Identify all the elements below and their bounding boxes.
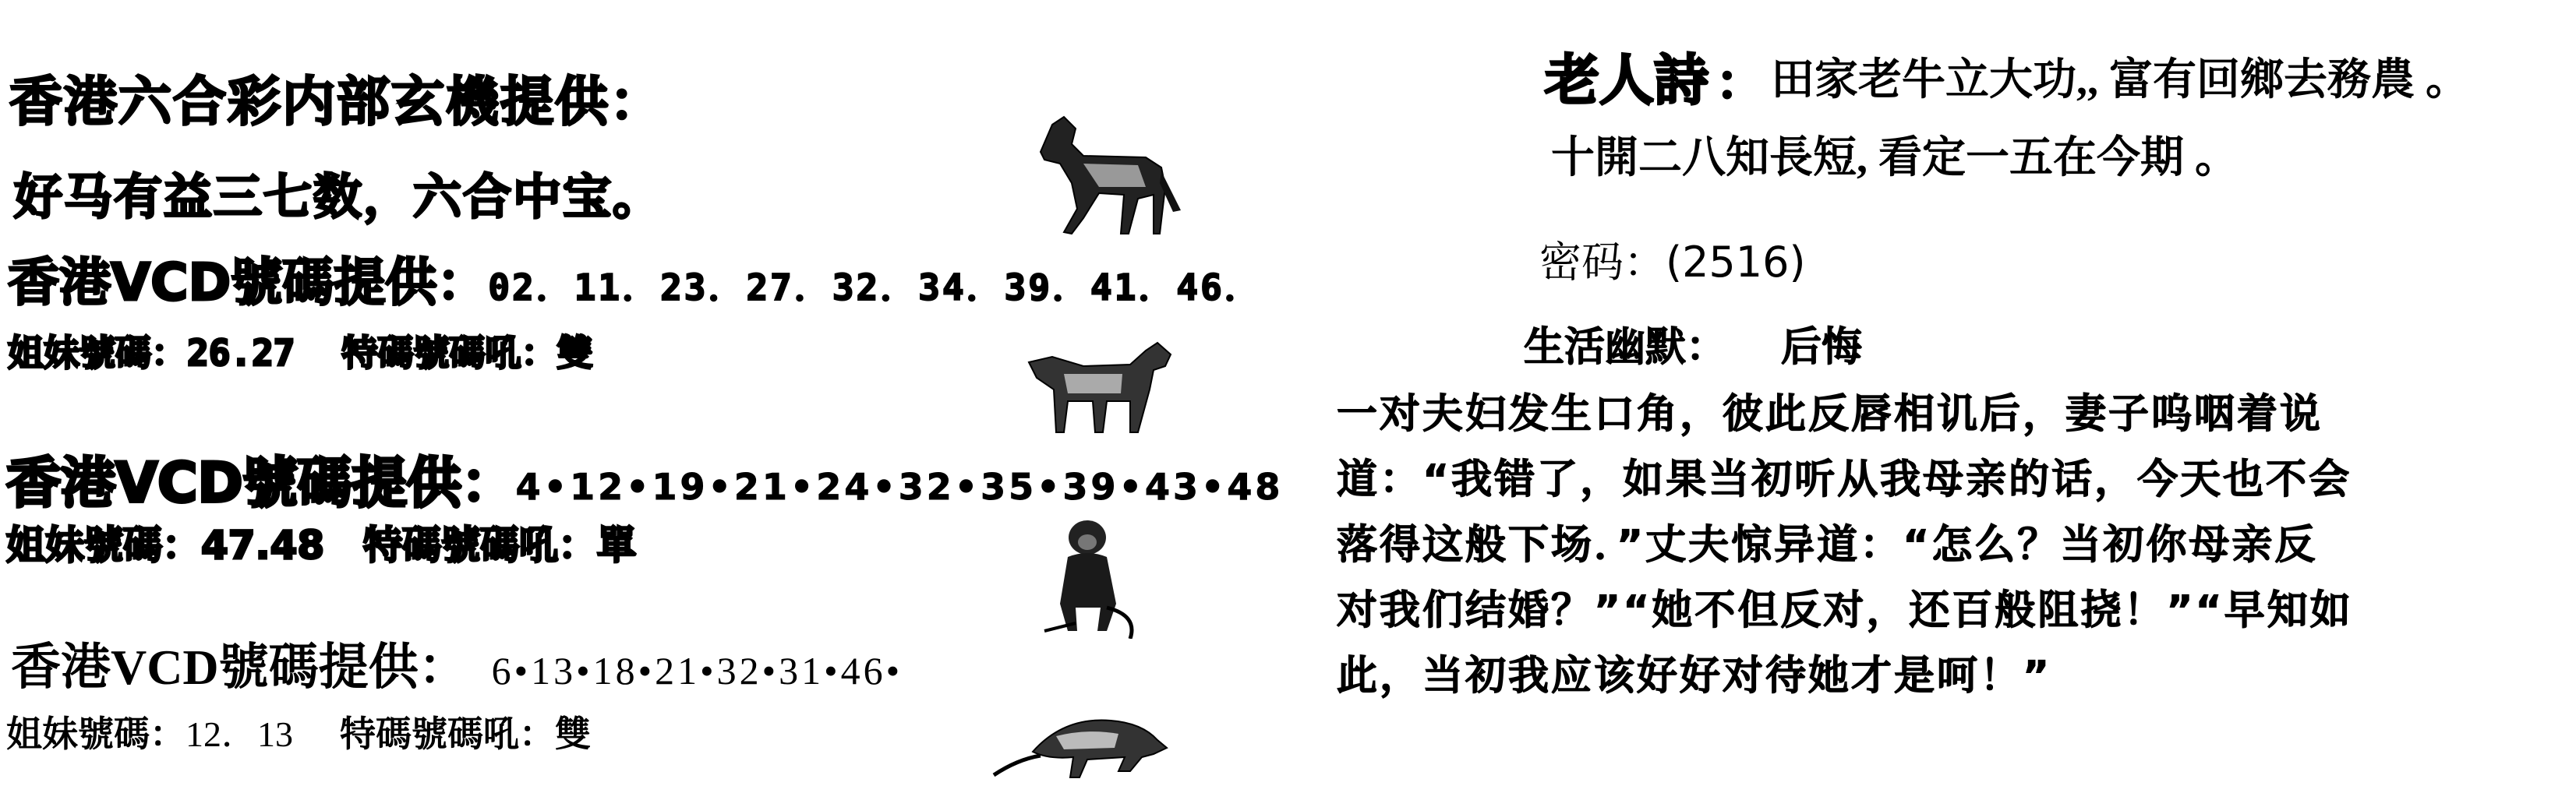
- vcd-numbers: 4•12•19•21•24•32•35•39•43•48: [515, 465, 1284, 508]
- slogan: 好马有益三七数，六合中宝。: [14, 168, 663, 225]
- sister-value: 47.48: [201, 523, 325, 568]
- special-label: 特碼號碼吼：: [363, 523, 598, 568]
- special-value: 雙: [557, 332, 593, 374]
- vcd-numbers-row-3: [11, 640, 903, 695]
- humor-label: 生活幽默：: [1524, 324, 1727, 371]
- poem-text-1: 田家老牛立大功,, 富有回鄉去務農 。: [1771, 56, 2469, 104]
- rat-icon: [986, 686, 1173, 787]
- humor-title: 后悔: [1781, 324, 1863, 371]
- vcd-label: 香港VCD號碼提供：: [8, 252, 489, 312]
- humor-line: 一对夫妇发生口角，彼此反唇相讥后，妻子呜咽着说: [1337, 391, 2323, 438]
- special-value: 雙: [555, 714, 591, 754]
- dog-icon: [1021, 335, 1177, 436]
- humor-line: 道：“我错了，如果当初听从我母亲的话，今天也不会: [1337, 456, 2352, 503]
- poem-line-2: 十開二八知長短, 看定一五在今期 。: [1551, 134, 2239, 182]
- special-label: 特碼號碼吼：: [340, 714, 555, 754]
- vcd-label: 香港VCD號碼提供：: [6, 451, 516, 515]
- monkey-icon: [1029, 514, 1146, 639]
- password-label: 密码：: [1539, 238, 1666, 287]
- sister-label: 姐妹號碼：: [6, 714, 186, 754]
- sister-value: 12．13: [186, 714, 293, 754]
- sister-special-row-2: [6, 523, 637, 568]
- vcd-numbers-row-1: [8, 252, 1263, 312]
- password-row: [1539, 238, 1806, 287]
- sister-special-row-1: [8, 332, 593, 374]
- vcd-label: 香港VCD號碼提供：: [11, 640, 468, 695]
- page-title: 香港六合彩内部玄機提供：: [9, 72, 665, 133]
- humor-line: 落得这般下场．”丈夫惊异道：“怎么？当初你母亲反: [1337, 522, 2318, 569]
- special-value: 單: [597, 523, 637, 568]
- vcd-numbers: 6•13•18•21•32•31•46•: [491, 649, 903, 693]
- horse-icon: [1029, 109, 1185, 241]
- password-value: (2516): [1666, 238, 1806, 287]
- sister-value: 26.27: [187, 332, 295, 374]
- poem-colon: ：: [1716, 56, 1763, 111]
- poem-line-1: [1545, 48, 2469, 112]
- humor-story: [1337, 382, 2553, 709]
- humor-line: 此，当初我应该好好对待她才是呵！”: [1337, 653, 2052, 700]
- humor-line: 对我们结婚？”“她不但反对，还百般阻挠！”“早知如: [1337, 587, 2353, 634]
- vcd-numbers-row-2: [6, 451, 1284, 515]
- poem-label: 老人詩: [1545, 48, 1708, 112]
- sister-label: 姐妹號碼：: [8, 332, 187, 374]
- vcd-numbers: 02．11．23．27．32．34．39．41．46．: [488, 266, 1263, 308]
- special-label: 特碼號碼吼：: [341, 332, 557, 374]
- sister-label: 姐妹號碼：: [6, 523, 201, 568]
- humor-heading: [1524, 324, 1863, 371]
- sister-special-row-3: [6, 714, 591, 754]
